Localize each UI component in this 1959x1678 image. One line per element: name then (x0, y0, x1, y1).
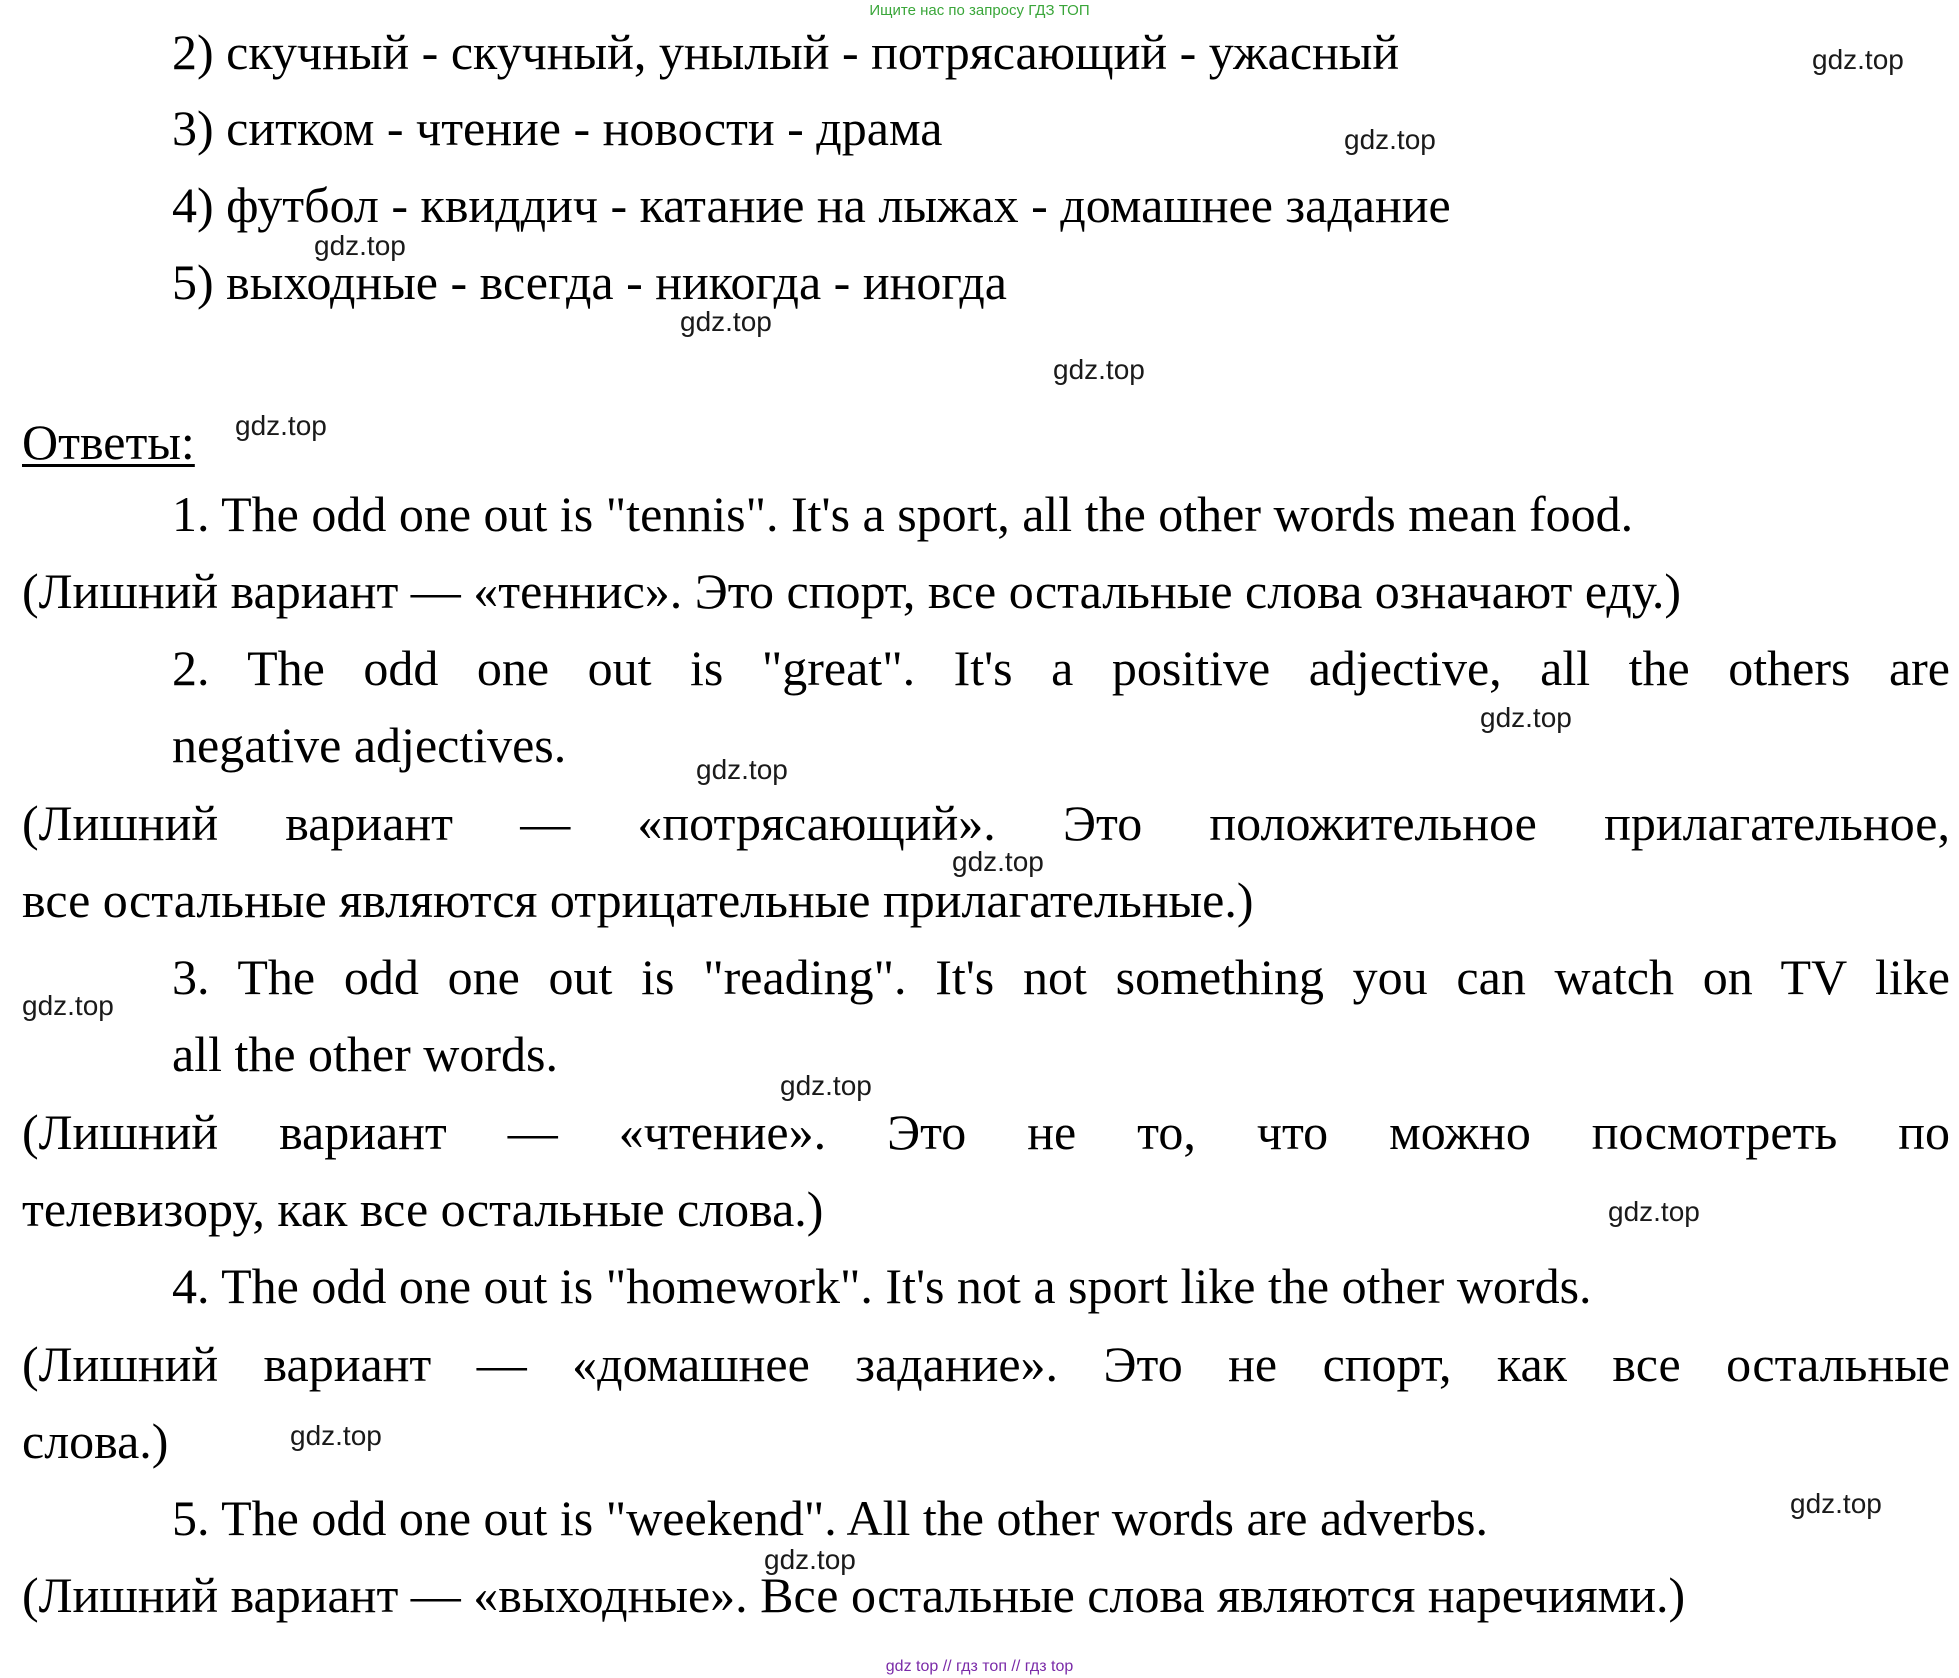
watermark: gdz.top (780, 1070, 872, 1101)
watermark: gdz.top (1344, 124, 1436, 155)
answer-5-ru: (Лишний вариант — «выходные». Все остальные слова являются наречиями.) (22, 1567, 1686, 1623)
task-item-5: 5) выходные - всегда - никогда - иногда (172, 254, 1007, 310)
watermark: gdz.top (1608, 1196, 1700, 1227)
watermark: gdz.top (952, 846, 1044, 877)
watermark: gdz.top (290, 1420, 382, 1451)
watermark: gdz.top (1790, 1488, 1882, 1519)
watermark: gdz.top (680, 306, 772, 337)
answer-4-ru-line-2: слова.) (22, 1413, 169, 1469)
footer: gdz top // гдз топ // гдз top (885, 1658, 1074, 1675)
answer-4-en: 4. The odd one out is "homework". It's not a sport like the other words. (172, 1258, 1592, 1314)
task-item-3: 3) ситком - чтение - новости - драма (172, 100, 943, 156)
watermark: gdz.top (696, 754, 788, 785)
task-item-4: 4) футбол - квиддич - катание на лыжах - домашнее задание (172, 177, 1451, 233)
answer-1-en: 1. The odd one out is "tennis". It's a sport, all the other words mean food. (172, 486, 1634, 542)
answer-4-ru-line-1: (Лишний вариант — «домашнее задание». Это не спорт, как все остальные (22, 1336, 1950, 1392)
answer-2-ru-line-2: все остальные являются отрицательные прилагательные.) (22, 872, 1254, 928)
watermark: gdz.top (764, 1544, 856, 1575)
watermark: gdz.top (22, 990, 114, 1021)
task-item-2: 2) скучный - скучный, унылый - потрясающий - ужасный (172, 24, 1400, 80)
watermark: gdz.top (1053, 354, 1145, 385)
answer-3-ru-line-2: телевизору, как все остальные слова.) (22, 1181, 824, 1237)
watermark: gdz.top (1812, 44, 1904, 75)
answer-1-ru: (Лишний вариант — «теннис». Это спорт, все остальные слова означают еду.) (22, 563, 1682, 619)
answer-3-ru-line-1: (Лишний вариант — «чтение». Это не то, что можно посмотреть по (22, 1104, 1950, 1160)
top-banner: Ищите нас по запросу ГДЗ ТОП (869, 2, 1090, 19)
watermark: gdz.top (314, 230, 406, 261)
answer-3-en-line-1: 3. The odd one out is "reading". It's not something you can watch on TV like (172, 949, 1950, 1005)
answer-2-ru-line-1: (Лишний вариант — «потрясающий». Это положительное прилагательное, (22, 795, 1950, 851)
answer-5-en: 5. The odd one out is "weekend". All the other words are adverbs. (172, 1490, 1488, 1546)
answers-heading: Ответы: (22, 414, 195, 470)
answer-2-en-line-2: negative adjectives. (172, 717, 567, 773)
watermark: gdz.top (235, 410, 327, 441)
answer-2-en-line-1: 2. The odd one out is "great". It's a positive adjective, all the others are (172, 640, 1950, 696)
answer-3-en-line-2: all the other words. (172, 1026, 559, 1082)
watermark: gdz.top (1480, 702, 1572, 733)
